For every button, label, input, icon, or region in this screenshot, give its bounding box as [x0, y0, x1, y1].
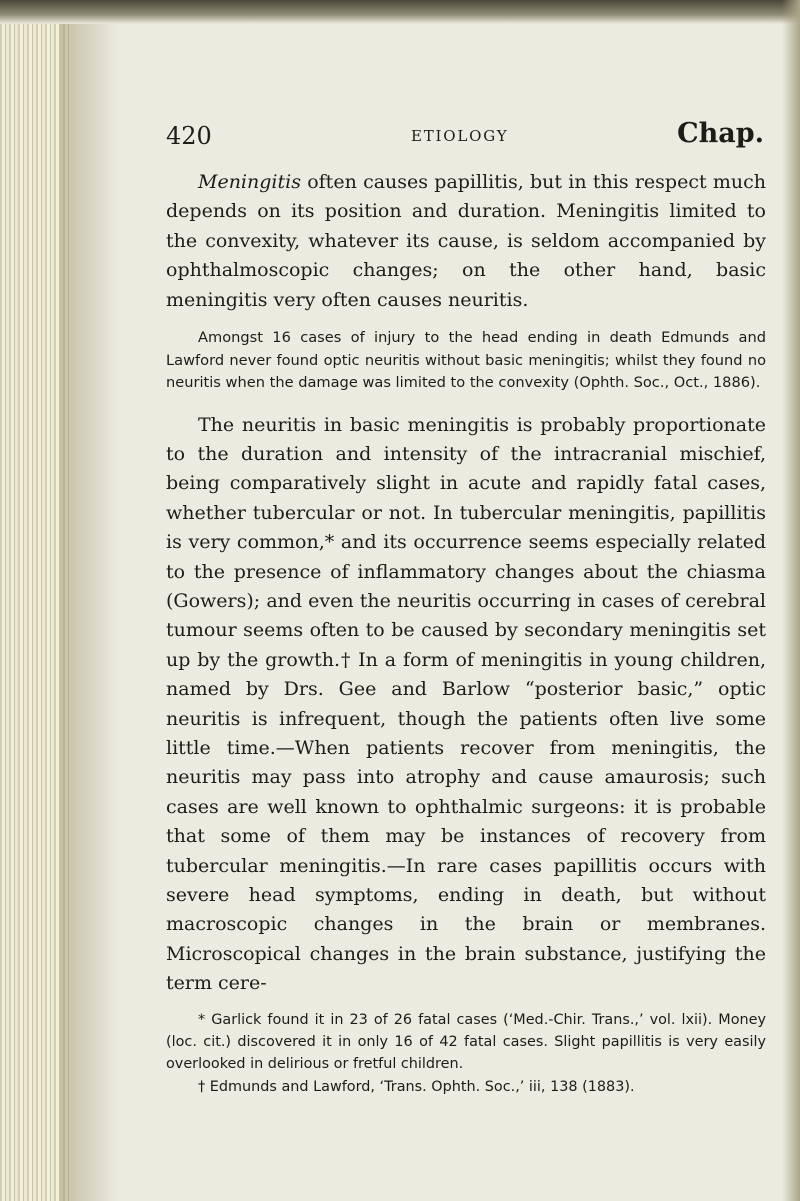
- footnote: * Garlick found it in 23 of 26 fatal cases (‘Med.-Chir. Trans.,’ vol. lxii). Money (loc. cit.) discovered it in only 16 of 42 fatal cases. Slight papillitis is very easily overlooked in delirious or fretful children.: [166, 1011, 766, 1073]
- body-paragraph: [166, 168, 766, 315]
- small-print-note: Amongst 16 cases of injury to the head ending in death Edmunds and Lawford never found optic neuritis without basic meningitis; whilst they found no neuritis when the damage was limited to the convexity (Ophth. Soc., Oct., 1886).: [166, 329, 766, 392]
- footnotes: [166, 1009, 766, 1098]
- running-head: ETIOLOGY: [411, 127, 509, 145]
- page-text: [166, 118, 766, 1098]
- chapter-label: Chap.: [677, 118, 764, 149]
- lead-italic-word: Meningitis: [198, 171, 301, 193]
- top-edge-shadow: [0, 0, 800, 24]
- page-header: [166, 118, 766, 154]
- paragraph-text: often causes papillitis, but in this respect much depends on its position and duration. Meningitis limited to the convexity, whatever its cause, is seldom accompanied by ophthalmoscopic changes; on the other hand, basic meningitis very often causes neuritis.: [166, 171, 766, 311]
- page-number: 420: [166, 122, 212, 150]
- body-paragraph: The neuritis in basic meningitis is probably proportionate to the duration and intensity of the intracranial mischief, being comparatively slight in acute and rapidly fatal cases, whether tubercular or not. In tubercular meningitis, papillitis is very common,* and its occurrence seems especially related to the presence of inflammatory changes about the chiasma (Gowers); and even the neuritis occurring in cases of cerebral tumour seems often to be caused by secondary meningitis set up by the growth.† In a form of meningitis in young children, named by Drs. Gee and Barlow “posterior basic,” optic neuritis is infrequent, though the patients often live some little time.—When patients recover from meningitis, the neuritis may pass into atrophy and cause amaurosis; such cases are well known to ophthalmic surgeons: it is probable that some of them may be instances of recovery from tubercular meningitis.—In rare cases papillitis occurs with severe head symptoms, ending in death, but without macroscopic changes in the brain or membranes. Microscopical changes in the brain substance, justifying the term cere-: [166, 413, 766, 995]
- binding-shadow: [60, 0, 120, 1201]
- right-edge-shadow: [782, 0, 800, 1201]
- footnote: † Edmunds and Lawford, ‘Trans. Ophth. Soc.,’ iii, 138 (1883).: [198, 1078, 635, 1095]
